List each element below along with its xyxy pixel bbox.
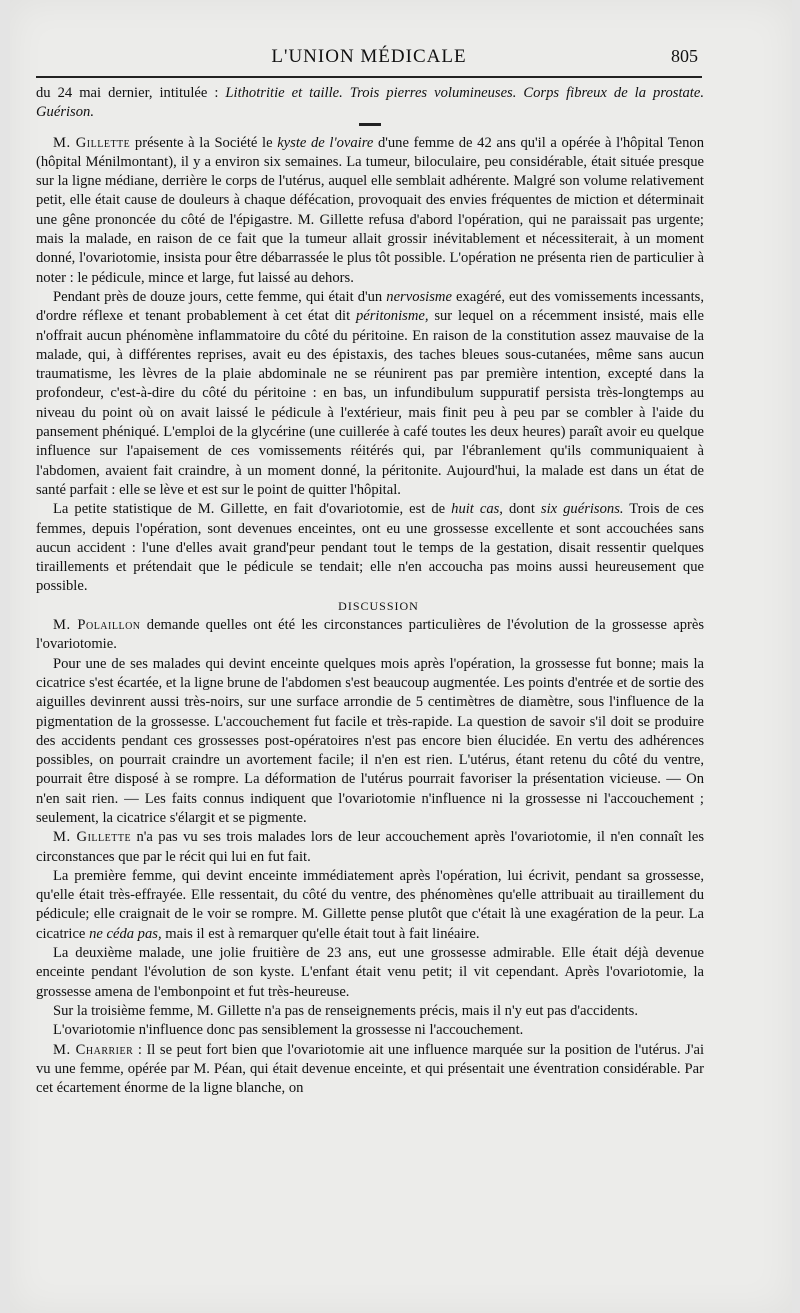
paragraph-italic: kyste de l'ovaire <box>277 134 374 151</box>
article-body <box>36 84 704 1098</box>
paragraph-text: Pour une de ses malades qui devint enceinte quelques mois après l'opération, la grossesse fut bonne; mais la cicatrice s'est écartée, et la ligne brune de l'abdomen s'est beaucoup augmentée. Les points d'entrée et de sortie des aiguilles devinrent aussi très-noirs, sur une surface arrondie de 5 centimètres de diamètre, sous l'influence de la pigmentation de la grossesse. L'accouchement fut facile et très-rapide. La question de savoir s'il doit se produire des accidents pendant ces grossesses post-opératoires n'est pas encore bien élucidée. En vertu des adhérences possibles, on pourrait craindre un avortement facile; il n'en est rien. L'utérus, étant retenu du côté du ventre, pourrait être disposé à se rompre. La déformation de l'utérus pourrait favoriser la présentation vicieuse. — On n'en sait rien. — Les faits connus indiquent que l'ovariotomie n'influence ni la grossesse ni l'accouchement ; seulement, la cicatrice s'élargit et se pigmente. <box>36 655 704 826</box>
paragraph-10 <box>36 1021 704 1040</box>
journal-title: L'UNION MÉDICALE <box>271 46 467 67</box>
paragraph-text: présente à la Société le <box>130 134 278 151</box>
paragraph-italic: huit cas, <box>451 501 503 518</box>
speaker-name: M. Gillette <box>53 829 132 846</box>
intro-title: Lithotritie et taille. Trois pierres volumineuses. Corps fibreux de la prostate. Guérison. <box>36 85 704 121</box>
speaker-name: M. Charrier <box>53 1041 134 1058</box>
paragraph-text: Trois de ces femmes, depuis l'opération, sont devenues enceintes, ont eu une grossesse excellente et sont accouchées sans aucun accident : l'une d'elles avait grand'peur pendant tout le temps de la gestation, disait ressentir quelques tiraillements et prétendait que le pédicule se tendait; elle n'en accoucha pas moins aussi heureusement que possible. <box>36 501 704 595</box>
paragraph-9 <box>36 1002 704 1021</box>
discussion-heading: DISCUSSION <box>338 598 419 613</box>
speaker-name: M. Polaillon <box>53 617 141 634</box>
paragraph-text: La deuxième malade, une jolie fruitière de 23 ans, eut une grossesse admirable. Elle était déjà devenue enceinte pendant l'évolution de son kyste. L'enfant était venu petit; il vit cependant. Après l'ovariotomie, la grossesse amena de l'embonpoint et fut très-heureuse. <box>36 945 704 1000</box>
separator-rule <box>359 123 381 126</box>
paragraph-text: Sur la troisième femme, M. Gillette n'a pas de renseignements précis, mais il n'y eut pas d'accidents. <box>53 1002 638 1019</box>
paragraph-italic: ne céda pas, <box>89 925 162 942</box>
paragraph-1 <box>36 134 704 288</box>
paragraph-text: : Il se peut fort bien que l'ovariotomie ait une influence marquée sur la position de l'utérus. J'ai vu une femme, opérée par M. Péan, qui était devenue enceinte, et qui présentait une éventration considérable. Par cet écartement énorme de la ligne blanche, on <box>36 1041 704 1097</box>
journal-page <box>10 0 792 1313</box>
paragraph-text: demande quelles ont été les circonstances particulières de l'évolution de la grossesse après l'ovariotomie. <box>36 617 705 653</box>
paragraph-3 <box>36 500 704 596</box>
paragraph-2 <box>36 288 704 500</box>
paragraph-italic: péritonisme, <box>355 308 429 325</box>
paragraph-7 <box>36 867 704 944</box>
paragraph-text: La petite statistique de M. Gillette, en fait d'ovariotomie, est de <box>53 501 452 518</box>
paragraph-6 <box>36 828 704 867</box>
paragraph-text: n'a pas vu ses trois malades lors de leur accouchement après l'ovariotomie, il n'en connaît les circonstances que par le récit qui lui en fut fait. <box>36 829 705 865</box>
paragraph-11 <box>36 1041 704 1099</box>
paragraph-italic: six guérisons. <box>540 501 624 518</box>
paragraph-text: La première femme, qui devint enceinte immédiatement après l'opération, lui écrivit, pendant sa grossesse, qu'elle était très-effrayée. Elle ressentait, du côté du ventre, des phénomènes qu'elle attribuait au tiraillement du pédicule; elle craignait de le voir se rompre. M. Gillette pense plutôt que c'était là une exagération de la peur. La cicatrice <box>36 867 704 942</box>
paragraph-8 <box>36 944 704 1002</box>
paragraph-4 <box>36 616 704 655</box>
paragraph-text: sur lequel on a récemment insisté, mais elle n'offrait aucun phénomène inflammatoire du côté du péritoine. En raison de la constitution assez mauvaise de la malade, qui, à différentes reprises, avait eu des épistaxis, des taches bleues sous-cutanées, même sans aucun traumatisme, les lèvres de la plaie abdominale ne se réunirent pas par première intention, excepté dans la profondeur, c'est-à-dire du côté du péritoine : en bas, un infundibulum suppuratif persista très-longtemps au niveau du point où on avait laissé le pédicule à l'extérieur, mais finit peu à peu par se combler à l'aide du pansement phéniqué. L'emploi de la glycérine (une cuillerée à café toutes les deux heures) paraît avoir eu quelque influence sur l'apaisement de ces vomissements réitérés qui, par l'ébranlement qu'ils communiquaient à l'abdomen, avaient fait craindre, à un moment donné, la péritonite. Aujourd'hui, la malade est dans un état de santé parfait : elle se lève et est sur le point de quitter l'hôpital. <box>36 308 704 498</box>
paragraph-text: exagéré, eut des vomissements incessants, d'ordre réflexe et tenant probablement à cet état dit <box>36 288 704 325</box>
paragraph-text: dont <box>502 501 541 518</box>
intro-lead: du 24 mai dernier, intitulée : <box>36 85 226 101</box>
page-number: 805 <box>671 46 698 66</box>
speaker-name: M. Gillette <box>53 134 131 151</box>
paragraph-italic: nervosisme <box>386 288 452 305</box>
paragraph-text: d'une femme de 42 ans qu'il a opérée à l'hôpital Tenon (hôpital Ménilmontant), il y a environ six semaines. La tumeur, biloculaire, peu considérable, était située presque sur la ligne médiane, derrière le corps de l'utérus, auquel elle semblait adhérente. Malgré son volume relativement petit, elle était cause de douleurs à chaque défécation, provoquait des envies fréquentes de miction et déterminait une gêne prononcée du côté de l'épigastre. M. Gillette refusa d'abord l'opération, qui ne paraissait pas urgente; mais la malade, en raison de ce fait que la tumeur allait grossir inévitablement et nécessiterait, à un moment donné, l'ovariotomie, insista pour être débarrassée le plus tôt possible. L'opération ne présenta rien de particulier à noter : le pédicule, mince et large, fut laissé au dehors. <box>36 134 705 286</box>
running-header <box>36 40 702 78</box>
paragraph-text: Pendant près de douze jours, cette femme, qui était d'un <box>53 288 387 305</box>
paragraph-text: mais il est à remarquer qu'elle était tout à fait linéaire. <box>161 925 480 942</box>
paragraph-text: L'ovariotomie n'influence donc pas sensiblement la grossesse ni l'accouchement. <box>53 1022 524 1039</box>
intro-paragraph <box>36 84 704 123</box>
paragraph-5 <box>36 655 704 829</box>
